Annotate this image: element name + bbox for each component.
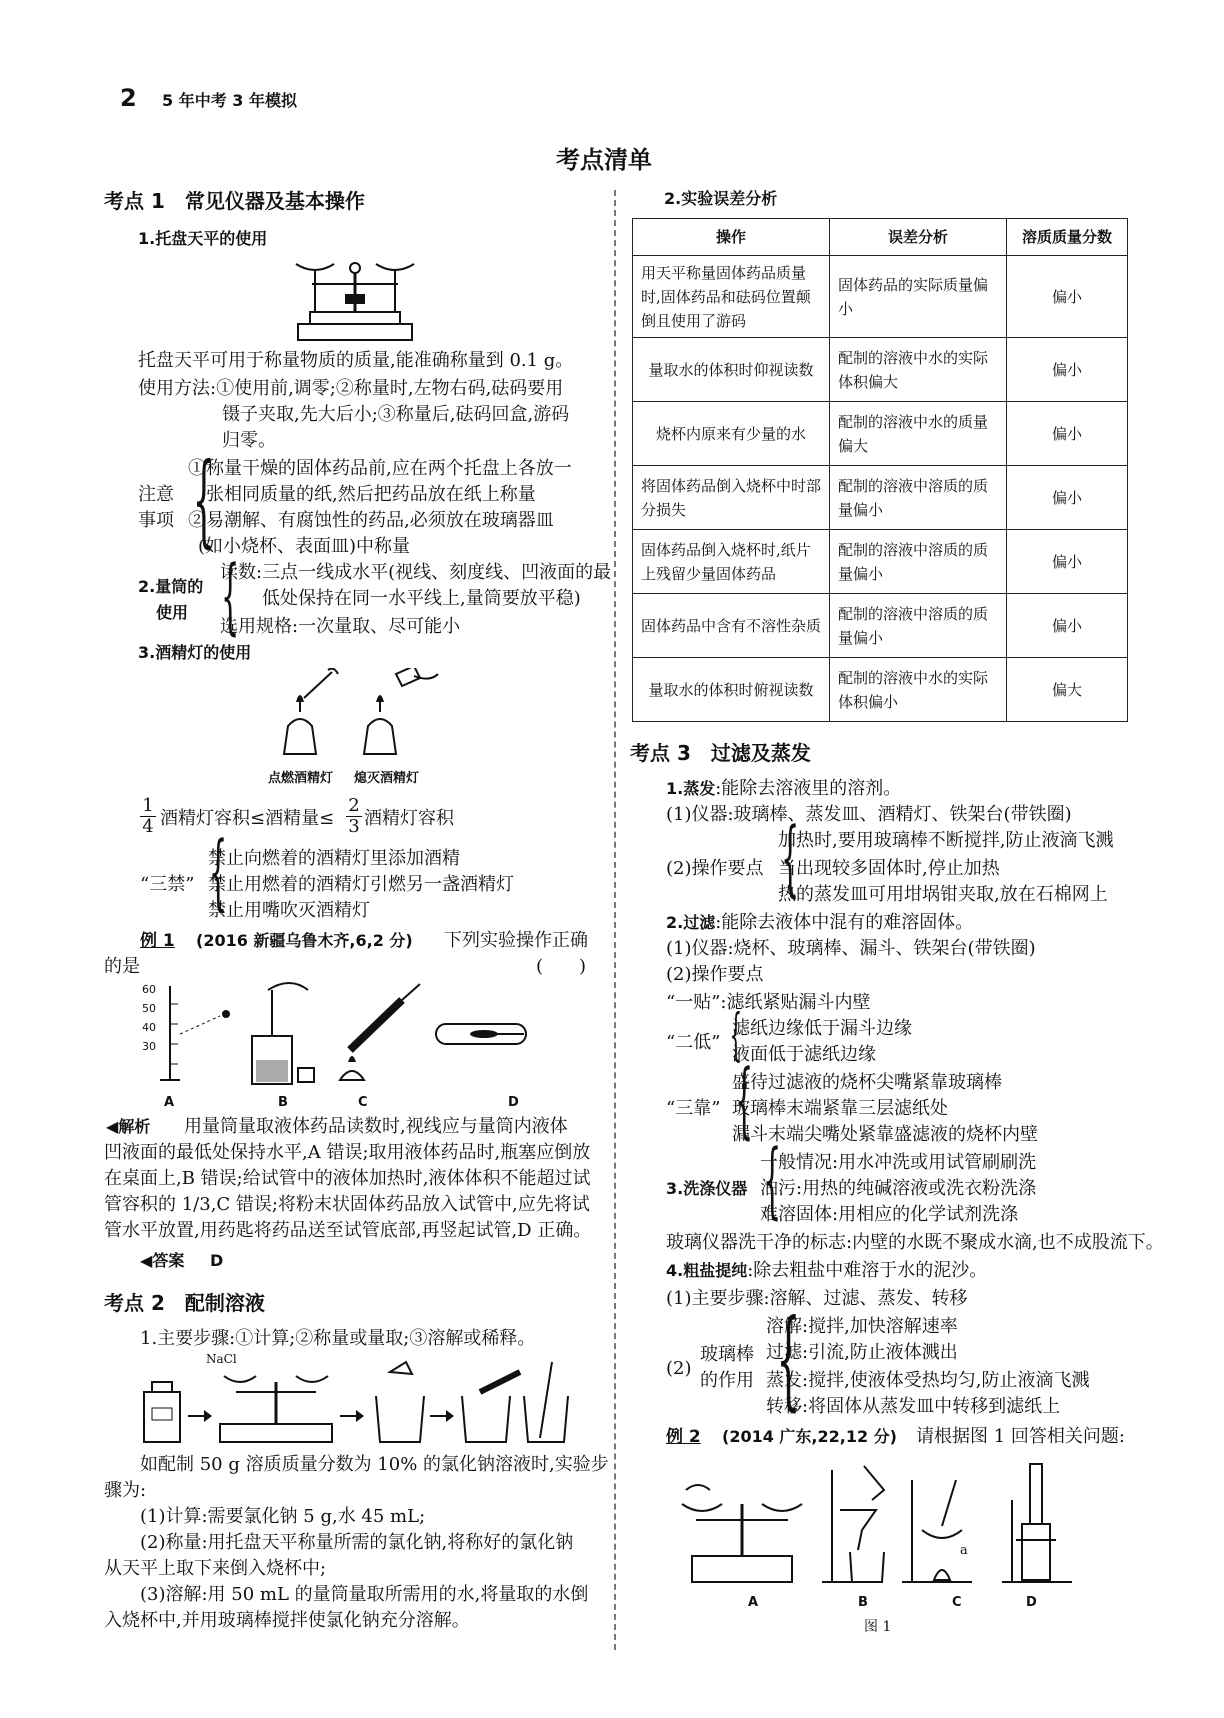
fraction-denominator: 3 bbox=[348, 816, 360, 837]
filt-title: 2.过滤 bbox=[666, 913, 716, 932]
solution-steps-figure bbox=[140, 1352, 570, 1448]
wash-line: 一般情况:用水冲洗或用试管刷刷洗 bbox=[760, 1152, 1037, 1173]
k1-s3-title: 3.酒精灯的使用 bbox=[138, 643, 252, 662]
sankao-line: 玻璃棒末端紧靠三层滤纸处 bbox=[732, 1098, 948, 1119]
analysis-icon: ◀ bbox=[106, 1117, 119, 1136]
lamp-caption-extinguish: 熄灭酒精灯 bbox=[354, 771, 420, 786]
table-cell: 配制的溶液中水的实际体积偏大 bbox=[830, 338, 1007, 402]
example-2-question: 请根据图 1 回答相关问题: bbox=[916, 1426, 1125, 1447]
table-cell: 偏小 bbox=[1007, 594, 1128, 658]
analysis-line: 管容积的 1/3,C 错误;将粉末状固体药品放入试管中,应先将试 bbox=[104, 1194, 590, 1215]
example-1-question: 的是 bbox=[104, 956, 140, 977]
rod-label: 玻璃棒 bbox=[700, 1344, 754, 1365]
table-cell: 偏小 bbox=[1007, 530, 1128, 594]
k2-paragraph: 骤为: bbox=[104, 1480, 147, 1501]
k2-heading: 考点 2 配制溶液 bbox=[104, 1291, 265, 1315]
table-header: 溶质质量分数 bbox=[1007, 219, 1128, 256]
evap-op-line: 热的蒸发皿可用坩埚钳夹取,放在石棉网上 bbox=[778, 884, 1108, 905]
evap-line bbox=[666, 776, 901, 802]
answer-value: D bbox=[210, 1251, 224, 1270]
sankao-label: “三靠” bbox=[666, 1098, 721, 1119]
answer-label-text: 答案 bbox=[152, 1251, 185, 1270]
column-divider bbox=[614, 190, 616, 1650]
rod-label: 的作用 bbox=[700, 1370, 754, 1391]
figure-label-a: A bbox=[164, 1095, 175, 1110]
analysis-line: 管水平放置,用药匙将药品送至试管底部,再竖起试管,D 正确。 bbox=[104, 1220, 592, 1241]
example-2-figure bbox=[672, 1460, 1092, 1590]
table-cell: 偏小 bbox=[1007, 256, 1128, 338]
tick-label: 60 bbox=[142, 983, 156, 996]
evap-title: 1.蒸发 bbox=[666, 779, 716, 798]
fraction-denominator: 4 bbox=[142, 816, 154, 837]
table-cell: 偏小 bbox=[1007, 402, 1128, 466]
rod-line: 蒸发:搅拌,使液体受热均匀,防止液滴飞溅 bbox=[766, 1370, 1090, 1391]
brace: { bbox=[729, 1003, 743, 1068]
fraction-numerator: 2 bbox=[346, 796, 362, 817]
figure-label-d: D bbox=[1026, 1595, 1037, 1610]
table-cell: 烧杯内原来有少量的水 bbox=[633, 402, 830, 466]
wash-line: 难溶固体:用相应的化学试剂洗涤 bbox=[760, 1204, 1019, 1225]
wash-title: 3.洗涤仪器 bbox=[666, 1179, 748, 1198]
analysis-label-text: 解析 bbox=[118, 1117, 151, 1136]
balance-image bbox=[290, 254, 420, 344]
figure-label-a: A bbox=[748, 1595, 759, 1610]
example-1-label: 例 1 bbox=[140, 931, 175, 951]
erdi-line: 滤纸边缘低于漏斗边缘 bbox=[732, 1018, 912, 1039]
note-label: 事项 bbox=[138, 510, 174, 531]
table-cell: 配制的溶液中溶质的质量偏小 bbox=[830, 466, 1007, 530]
table-header: 误差分析 bbox=[830, 219, 1007, 256]
answer-icon: ◀ bbox=[140, 1251, 153, 1270]
table-row bbox=[633, 594, 1128, 658]
s2-line: 读数:三点一线成水平(视线、刻度线、凹液面的最 bbox=[220, 562, 612, 583]
k2-paragraph: (2)称量:用托盘天平称量所需的氯化钠,将称好的氯化钠 bbox=[140, 1532, 574, 1553]
k2-paragraph: 如配制 50 g 溶质质量分数为 10% 的氯化钠溶液时,实验步 bbox=[140, 1454, 609, 1475]
fraction-1-4 bbox=[140, 796, 156, 837]
rod-line: 转移:将固体从蒸发皿中转移到滤纸上 bbox=[766, 1396, 1061, 1417]
brace: { bbox=[208, 825, 228, 920]
ban-label: “三禁” bbox=[140, 874, 195, 895]
brace: { bbox=[776, 1297, 801, 1422]
tick-label: 40 bbox=[142, 1021, 156, 1034]
rod-line: 过滤:引流,防止液体溅出 bbox=[766, 1342, 958, 1363]
note-line: (如小烧杯、表面皿)中称量 bbox=[198, 536, 411, 557]
evap-op-line: 加热时,要用玻璃棒不断搅拌,防止液滴飞溅 bbox=[778, 830, 1114, 851]
wash-sign: 玻璃仪器洗干净的标志:内壁的水既不聚成水滴,也不成股流下。 bbox=[666, 1232, 1164, 1253]
table-row bbox=[633, 466, 1128, 530]
table-cell: 偏小 bbox=[1007, 338, 1128, 402]
table-cell: 配制的溶液中水的实际体积偏小 bbox=[830, 658, 1007, 722]
table-cell: 固体药品的实际质量偏小 bbox=[830, 256, 1007, 338]
tick-label: 50 bbox=[142, 1002, 156, 1015]
evap-op-line: 当出现较多固体时,停止加热 bbox=[778, 858, 1000, 879]
example-1-source: (2016 新疆乌鲁木齐,6,2 分) bbox=[196, 931, 413, 950]
k1-s2-title: 使用 bbox=[156, 603, 189, 622]
brace: { bbox=[780, 811, 800, 906]
example-1-figure bbox=[140, 980, 560, 1100]
table-cell: 固体药品中含有不溶性杂质 bbox=[633, 594, 830, 658]
error-analysis-table bbox=[632, 218, 1128, 722]
fraction-numerator: 1 bbox=[140, 796, 156, 817]
table-row bbox=[633, 530, 1128, 594]
note-line: 张相同质量的纸,然后把药品放在纸上称量 bbox=[206, 484, 536, 505]
k1-s1-title: 1.托盘天平的使用 bbox=[138, 229, 268, 248]
ban-line: 禁止用嘴吹灭酒精灯 bbox=[208, 900, 370, 921]
balance-desc: 托盘天平可用于称量物质的质量,能准确称量到 0.1 g。 bbox=[138, 350, 574, 371]
figure-label-b: B bbox=[278, 1095, 288, 1110]
table-cell: 将固体药品倒入烧杯中时部分损失 bbox=[633, 466, 830, 530]
table-row bbox=[633, 658, 1128, 722]
table-cell: 用天平称量固体药品质量时,固体药品和砝码位置颠倒且使用了游码 bbox=[633, 256, 830, 338]
k2-paragraph: 从天平上取下来倒入烧杯中; bbox=[104, 1558, 327, 1579]
filt-op: (2)操作要点 bbox=[666, 964, 764, 985]
figure-label-b: B bbox=[858, 1595, 868, 1610]
analysis-line: 凹液面的最低处保持水平,A 错误;取用液体药品时,瓶塞应倒放 bbox=[104, 1142, 591, 1163]
salt-steps: (1)主要步骤:溶解、过滤、蒸发、转移 bbox=[666, 1288, 968, 1309]
table-cell: 配制的溶液中溶质的质量偏小 bbox=[830, 594, 1007, 658]
figure-mark-a: a bbox=[960, 1543, 968, 1558]
figure-label-d: D bbox=[508, 1095, 519, 1110]
evap-def: :能除去溶液里的溶剂。 bbox=[715, 778, 902, 799]
table-header: 操作 bbox=[633, 219, 830, 256]
table-cell: 配制的溶液中溶质的质量偏小 bbox=[830, 530, 1007, 594]
book-title: 5 年中考 3 年模拟 bbox=[162, 91, 297, 110]
page-title: 考点清单 bbox=[556, 146, 652, 174]
brace: { bbox=[762, 1133, 782, 1228]
figure-label-c: C bbox=[952, 1595, 962, 1610]
table-cell: 偏小 bbox=[1007, 466, 1128, 530]
table-row bbox=[633, 256, 1128, 338]
k2-paragraph: 入烧杯中,并用玻璃棒搅拌使氯化钠充分溶解。 bbox=[104, 1610, 470, 1631]
ban-line: 禁止用燃着的酒精灯引燃另一盏酒精灯 bbox=[208, 874, 514, 895]
salt-line bbox=[666, 1258, 987, 1284]
table-cell: 配制的溶液中水的质量偏大 bbox=[830, 402, 1007, 466]
evap-op-label: (2)操作要点 bbox=[666, 858, 764, 879]
k2-paragraph: (3)溶解:用 50 mL 的量筒量取所需用的水,将量取的水倒 bbox=[140, 1584, 589, 1605]
brace: { bbox=[220, 549, 240, 644]
rod-line: 溶解:搅拌,加快溶解速率 bbox=[766, 1316, 958, 1337]
salt-def: :除去粗盐中难溶于水的泥沙。 bbox=[747, 1260, 988, 1281]
table-row bbox=[633, 338, 1128, 402]
table-row bbox=[633, 402, 1128, 466]
filt-line bbox=[666, 910, 973, 936]
wash-line: 油污:用热的纯碱溶液或洗衣粉洗涤 bbox=[760, 1178, 1037, 1199]
table-cell: 偏大 bbox=[1007, 658, 1128, 722]
example-2-label: 例 2 bbox=[666, 1427, 701, 1447]
nacl-label: NaCl bbox=[206, 1352, 237, 1366]
usage-line: 归零。 bbox=[222, 430, 276, 451]
figure-caption: 图 1 bbox=[864, 1619, 892, 1635]
salt-title: 4.粗盐提纯 bbox=[666, 1261, 748, 1280]
evap-instruments: (1)仪器:玻璃棒、蒸发皿、酒精灯、铁架台(带铁圈) bbox=[666, 804, 1072, 825]
table-cell: 量取水的体积时仰视读数 bbox=[633, 338, 830, 402]
analysis-line: 在桌面上,B 错误;给试管中的液体加热时,液体体积不能超过试 bbox=[104, 1168, 591, 1189]
ban-line: 禁止向燃着的酒精灯里添加酒精 bbox=[208, 848, 460, 869]
page-number: 2 bbox=[120, 84, 137, 112]
k2-s2-title: 2.实验误差分析 bbox=[664, 189, 778, 208]
table-cell: 量取水的体积时俯视读数 bbox=[633, 658, 830, 722]
figure-label-c: C bbox=[358, 1095, 368, 1110]
k2-s1: 1.主要步骤:①计算;②称量或量取;③溶解或稀释。 bbox=[140, 1328, 536, 1349]
lamp-caption-light: 点燃酒精灯 bbox=[268, 771, 334, 786]
k2-paragraph: (1)计算:需要氯化钠 5 g,水 45 mL; bbox=[140, 1506, 426, 1527]
alcohol-lamp-image bbox=[270, 668, 450, 762]
s2-line: 选用规格:一次量取、尽可能小 bbox=[220, 616, 461, 637]
sankao-line: 漏斗末端尖嘴处紧靠盛滤液的烧杯内壁 bbox=[732, 1124, 1038, 1145]
k3-heading: 考点 3 过滤及蒸发 bbox=[630, 741, 811, 765]
brace: { bbox=[192, 441, 215, 558]
table-cell: 固体药品倒入烧杯时,纸片上残留少量固体药品 bbox=[633, 530, 830, 594]
k1-s2-title: 2.量筒的 bbox=[138, 577, 204, 596]
filt-instruments: (1)仪器:烧杯、玻璃棒、漏斗、铁架台(带铁圈) bbox=[666, 938, 1036, 959]
filt-def: :能除去液体中混有的难溶固体。 bbox=[715, 912, 974, 933]
table-header-row bbox=[633, 219, 1128, 256]
note-line: ②易潮解、有腐蚀性的药品,必须放在玻璃器皿 bbox=[188, 510, 554, 531]
note-line: ①称量干燥的固体药品前,应在两个托盘上各放一 bbox=[188, 458, 572, 479]
note-label: 注意 bbox=[138, 484, 174, 505]
rod-number: (2) bbox=[666, 1358, 692, 1379]
usage-line: 镊子夹取,先大后小;③称量后,砝码回盒,游码 bbox=[222, 404, 570, 425]
brace: { bbox=[734, 1053, 754, 1148]
sankao-line: 盛待过滤液的烧杯尖嘴紧靠玻璃棒 bbox=[732, 1072, 1002, 1093]
erdi-line: 液面低于滤纸边缘 bbox=[732, 1044, 876, 1065]
k1-heading: 考点 1 常见仪器及基本操作 bbox=[104, 189, 365, 213]
fraction-2-3 bbox=[346, 796, 362, 837]
fraction-text: 酒精灯容积 bbox=[364, 808, 454, 829]
cylinder-ticks bbox=[142, 980, 156, 1056]
fraction-text: 酒精灯容积≤酒精量≤ bbox=[160, 808, 335, 829]
yitie: “一贴”:滤纸紧贴漏斗内壁 bbox=[666, 992, 871, 1013]
answer-label bbox=[140, 1248, 184, 1274]
answer-blank: ( ) bbox=[536, 956, 587, 977]
example-1-question: 下列实验操作正确 bbox=[444, 930, 588, 951]
erdi-label: “二低” bbox=[666, 1032, 721, 1053]
analysis-label bbox=[106, 1114, 150, 1140]
usage-line: 使用方法:①使用前,调零;②称量时,左物右码,砝码要用 bbox=[138, 378, 564, 399]
example-2-source: (2014 广东,22,12 分) bbox=[722, 1427, 897, 1446]
s2-line: 低处保持在同一水平线上,量筒要放平稳) bbox=[262, 588, 581, 609]
analysis-line: 用量筒量取液体药品读数时,视线应与量筒内液体 bbox=[184, 1116, 568, 1137]
tick-label: 30 bbox=[142, 1040, 156, 1053]
